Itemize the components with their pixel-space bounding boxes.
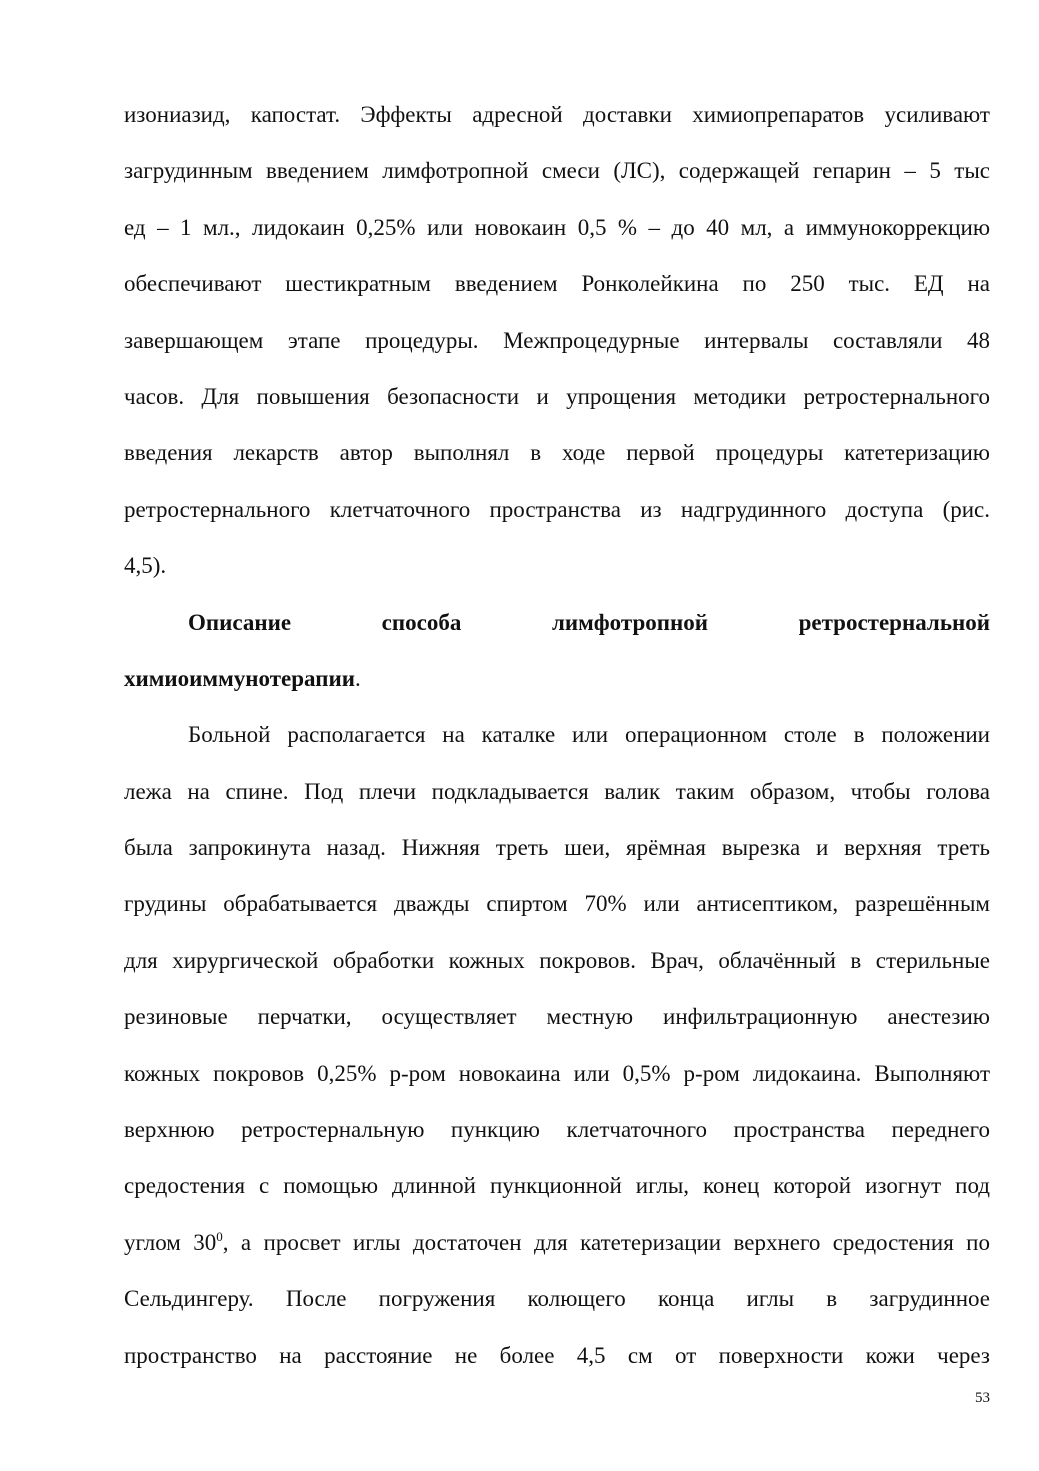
text-line: Больной располагается на каталке или операционном столе в положении — [188, 722, 990, 748]
heading-line-2 — [124, 651, 990, 707]
section-heading — [124, 595, 990, 708]
document-page — [124, 87, 990, 1384]
text-line: резиновые перчатки, осуществляет местную инфильтрационную анестезию — [124, 1004, 990, 1030]
heading-period: . — [354, 665, 361, 691]
paragraph-1 — [124, 87, 990, 595]
text-line: ед – 1 мл., лидокаин 0,25% или новокаин 0,5 % – до 40 мл, а иммунокоррекцию — [124, 214, 990, 240]
text-line: лежа на спине. Под плечи подкладывается валик таким образом, чтобы голова — [124, 778, 990, 804]
paragraph-2 — [124, 707, 990, 1384]
heading-bold-text: химиоиммунотерапии — [124, 665, 355, 691]
text-line: введения лекарств автор выполнял в ходе первой процедуры катетеризацию — [124, 440, 990, 466]
text-segment: углом 30 — [124, 1229, 217, 1255]
text-line: ретростернального клетчаточного пространства из надгрудинного доступа (рис. — [124, 496, 990, 522]
text-line: завершающем этапе процедуры. Межпроцедурные интервалы составляли 48 — [124, 327, 990, 353]
text-line: Сельдингеру. После погружения колющего конца иглы в загрудинное — [124, 1286, 990, 1312]
text-line: изониазид, капостат. Эффекты адресной доставки химиопрепаратов усиливают — [124, 102, 990, 127]
degree-superscript: 0 — [216, 1228, 223, 1244]
text-line: верхнюю ретростернальную пункцию клетчаточного пространства переднего — [124, 1117, 990, 1143]
text-line: грудины обрабатывается дважды спиртом 70% или антисептиком, разрешённым — [124, 891, 990, 917]
heading-line-1: Описание способа лимфотропной ретростернальной — [188, 609, 990, 635]
text-line: кожных покровов 0,25% р-ром новокаина или 0,5% р-ром лидокаина. Выполняют — [124, 1060, 990, 1086]
page-number: 53 — [975, 1390, 990, 1406]
text-line: для хирургической обработки кожных покровов. Врач, облачённый в стерильные — [124, 947, 990, 973]
text-line: загрудинным введением лимфотропной смеси (ЛС), содержащей гепарин – 5 тыс — [124, 158, 990, 184]
text-segment: , а просвет иглы достаточен для катетеризации верхнего средостения по — [222, 1229, 990, 1255]
text-line: 4,5). — [124, 553, 167, 579]
text-line: была запрокинута назад. Нижняя треть шеи, ярёмная вырезка и верхняя треть — [124, 835, 990, 861]
text-line-with-degree — [124, 1215, 990, 1271]
text-line: часов. Для повышения безопасности и упрощения методики ретростернального — [124, 383, 990, 409]
text-line: обеспечивают шестикратным введением Ронколейкина по 250 тыс. ЕД на — [124, 271, 990, 297]
text-line: пространство на расстояние не более 4,5 см от поверхности кожи через — [124, 1342, 990, 1368]
text-line: средостения с помощью длинной пункционной иглы, конец которой изогнут под — [124, 1173, 990, 1199]
